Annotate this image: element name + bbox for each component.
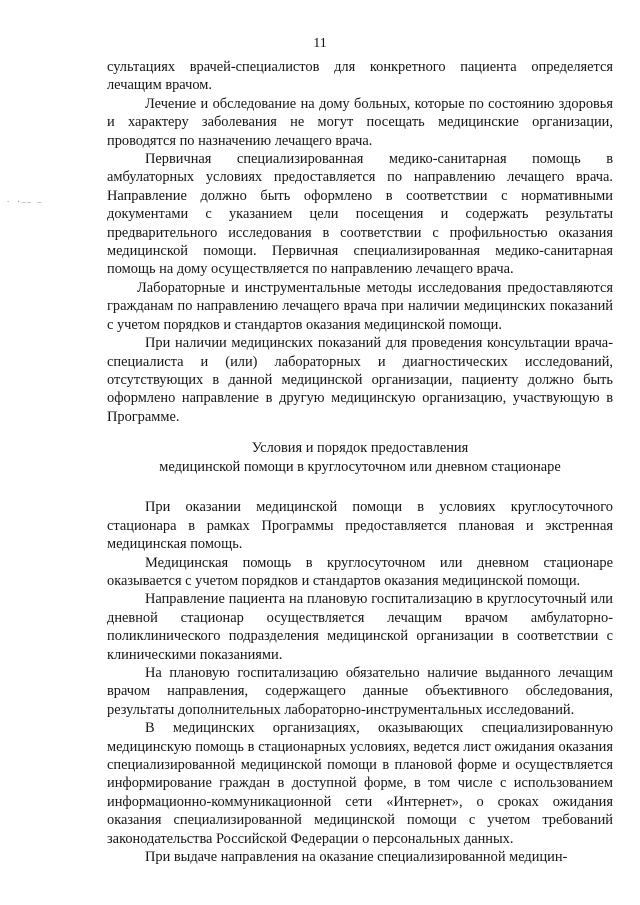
paragraph-round-the-clock-care: При оказании медицинской помощи в условиях круглосуточного стационара в рамках Программы предоставляется плановая и экстренная медицинская помощь.	[107, 499, 613, 553]
paragraph-waiting-list: В медицинских организациях, оказывающих специализированную медицинскую помощь в стационарных условиях, ведется лист ожидания оказания специализированной медицинской помощи в плановой форме и осуществляется информирование граждан в доступной форме, в том числе с использованием информационно-коммуникационной сети «Интернет», о сроках ожидания оказания специализированной медицинской помощи с учетом требований законодательства Российской Федерации о персональных данных.	[107, 720, 613, 847]
section-title-line-2: медицинской помощи в круглосуточном или дневном стационаре	[159, 458, 561, 475]
paragraph-primary-specialized-care: Первичная специализированная медико-санитарная помощь в амбулаторных условиях предоставляется по направлению лечащего врача. Направление должно быть оформлено в соответствии с нормативными документами с указанием цели посещения и содержать результаты предварительного исследования в соответствии с профильностью оказания медицинской помощи. Первичная специализированная медико-санитарная помощь на дому осуществляется по направлению лечащего врача.	[107, 151, 613, 278]
paragraph-referral-other-organization: При наличии медицинских показаний для проведения консультации врача-специалиста и (или) лабораторных и диагностических исследований, отсутствующих в данной медицинской организации, пациенту должно быть оформлено направление в другую медицинскую организацию, участвующую в Программе.	[107, 335, 613, 425]
paragraph-referral-requirements: На плановую госпитализацию обязательно наличие выданного лечащим врачом направления, содержащего данные объективного обследования, результаты дополнительных лабораторно-инструментальных исследований.	[107, 664, 613, 718]
paragraph-lab-methods: Лабораторные и инструментальные методы исследования предоставляются гражданам по направлению лечащего врача при наличии медицинских показаний с учетом порядков и стандартов оказания медицинской помощи.	[107, 279, 613, 333]
paragraph-planned-hospitalization-referral: Направление пациента на плановую госпитализацию в круглосуточный или дневной стационар осуществляется лечащим врачом амбулаторно-поликлинического подразделения медицинской организации в соответствии с клиническими показаниями.	[107, 591, 613, 663]
spacer	[107, 476, 613, 498]
section-title-line-1: Условия и порядок предоставления	[251, 440, 469, 457]
paragraph-home-treatment: Лечение и обследование на дому больных, которые по состоянию здоровья и характеру заболевания не могут посещать медицинские организации, проводятся по назначению лечащего врача.	[107, 95, 613, 149]
paragraph-continuation: сультациях врачей-специалистов для конкретного пациента определяется лечащим врачом.	[107, 59, 613, 94]
page-number: 11	[313, 36, 327, 51]
page-body	[107, 58, 613, 866]
spacer	[107, 426, 613, 439]
scan-artifact-mark: · ·—— —	[6, 198, 43, 206]
paragraph-specialized-care-referral: При выдаче направления на оказание специализированной медицин-	[145, 849, 568, 866]
paragraph-day-hospital-care: Медицинская помощь в круглосуточном или дневном стационаре оказывается с учетом порядков и стандартов оказания медицинской помощи.	[107, 554, 613, 589]
